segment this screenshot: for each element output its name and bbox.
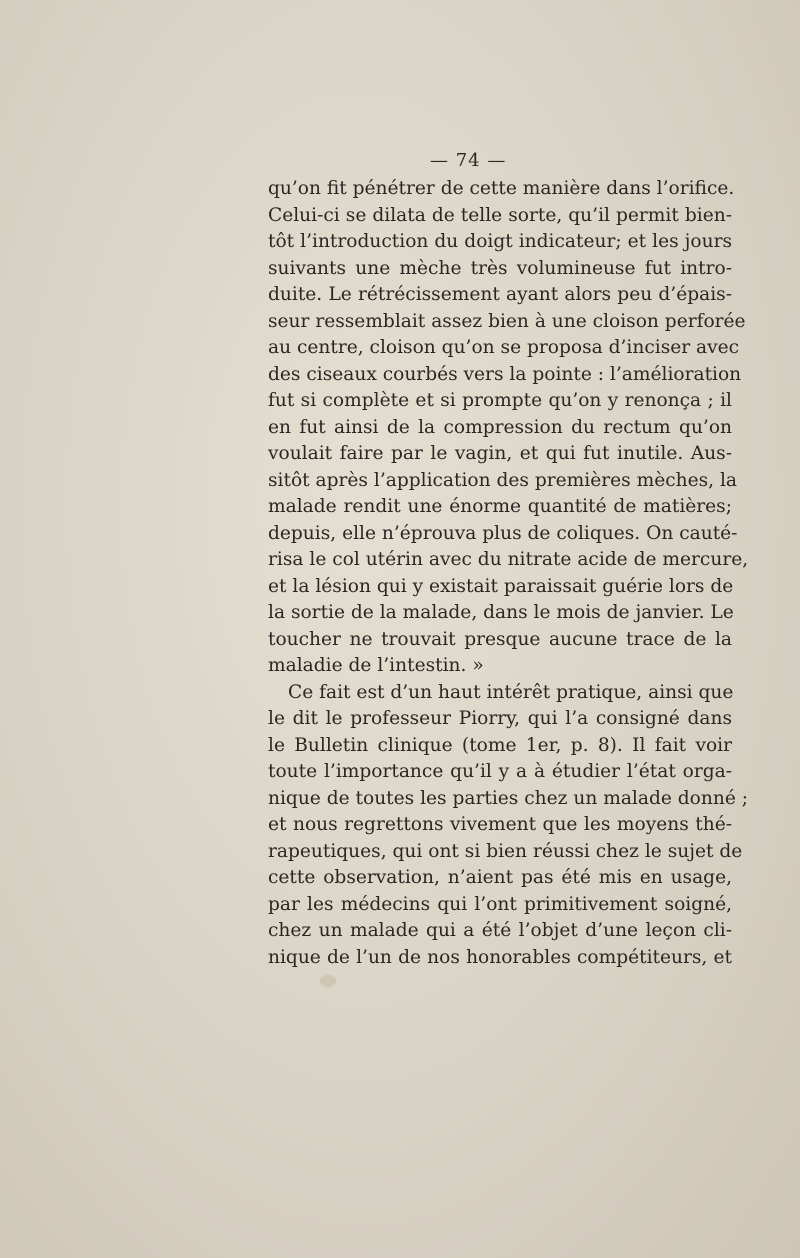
text-line: des ciseaux courbés vers la pointe : l’amélioration: [268, 363, 742, 385]
page-number: — 74 —: [430, 150, 507, 171]
text-line: sitôt après l’application des premières mèches, la: [268, 469, 738, 491]
text-line: depuis, elle n’éprouva plus de coliques. On cauté-: [268, 522, 738, 544]
text-line: tôt l’introduction du doigt indicateur; et les jours: [268, 231, 732, 252]
text-line: Ce fait est d’un haut intérêt pratique, ainsi que: [288, 681, 734, 703]
text-line: cette observation, n’aient pas été mis en usage,: [268, 867, 732, 888]
text-line: malade rendit une énorme quantité de matières;: [268, 496, 732, 517]
text-line: et la lésion qui y existait paraissait guérie lors de: [268, 575, 734, 597]
text-line: Celui-ci se dilata de telle sorte, qu’il permit bien-: [268, 204, 732, 226]
text-line: nique de l’un de nos honorables compétiteurs, et: [268, 946, 732, 968]
body-text: [268, 176, 749, 971]
text-line: le dit le professeur Piorry, qui l’a consigné dans: [268, 708, 732, 729]
text-line: rapeutiques, qui ont si bien réussi chez le sujet de: [268, 840, 743, 862]
text-line: toute l’importance qu’il y a à étudier l’état orga-: [268, 761, 732, 782]
text-line: en fut ainsi de la compression du rectum qu’on: [268, 416, 732, 438]
text-line: la sortie de la malade, dans le mois de janvier. Le: [268, 602, 734, 623]
text-line: seur ressemblait assez bien à une cloison perforée: [268, 310, 746, 332]
text-line: suivants une mèche très volumineuse fut intro-: [268, 257, 732, 279]
text-line: nique de toutes les parties chez un malade donné ;: [268, 787, 749, 809]
text-line: maladie de l’intestin. »: [268, 655, 484, 676]
text-line: par les médecins qui l’ont primitivement soigné,: [268, 893, 732, 915]
text-line: risa le col utérin avec du nitrate acide de mercure,: [268, 549, 749, 570]
paragraph-1: [268, 176, 749, 680]
text-line: chez un malade qui a été l’objet d’une leçon cli-: [268, 920, 732, 941]
text-line: le Bulletin clinique (tome 1er, p. 8). Il fait voir: [268, 734, 732, 756]
text-line: fut si complète et si prompte qu’on y renonça ; il: [268, 390, 732, 411]
text-line: toucher ne trouvait presque aucune trace de la: [268, 628, 732, 650]
text-line: qu’on fit pénétrer de cette manière dans l’orifice.: [268, 178, 735, 199]
paragraph-2: [268, 680, 749, 972]
text-line: voulait faire par le vagin, et qui fut inutile. Aus-: [268, 443, 732, 464]
text-line: et nous regrettons vivement que les moyens thé-: [268, 814, 732, 835]
text-line: duite. Le rétrécissement ayant alors peu d’épais-: [268, 284, 732, 305]
ink-stain: [320, 975, 336, 987]
text-line: au centre, cloison qu’on se proposa d’inciser avec: [268, 337, 740, 358]
